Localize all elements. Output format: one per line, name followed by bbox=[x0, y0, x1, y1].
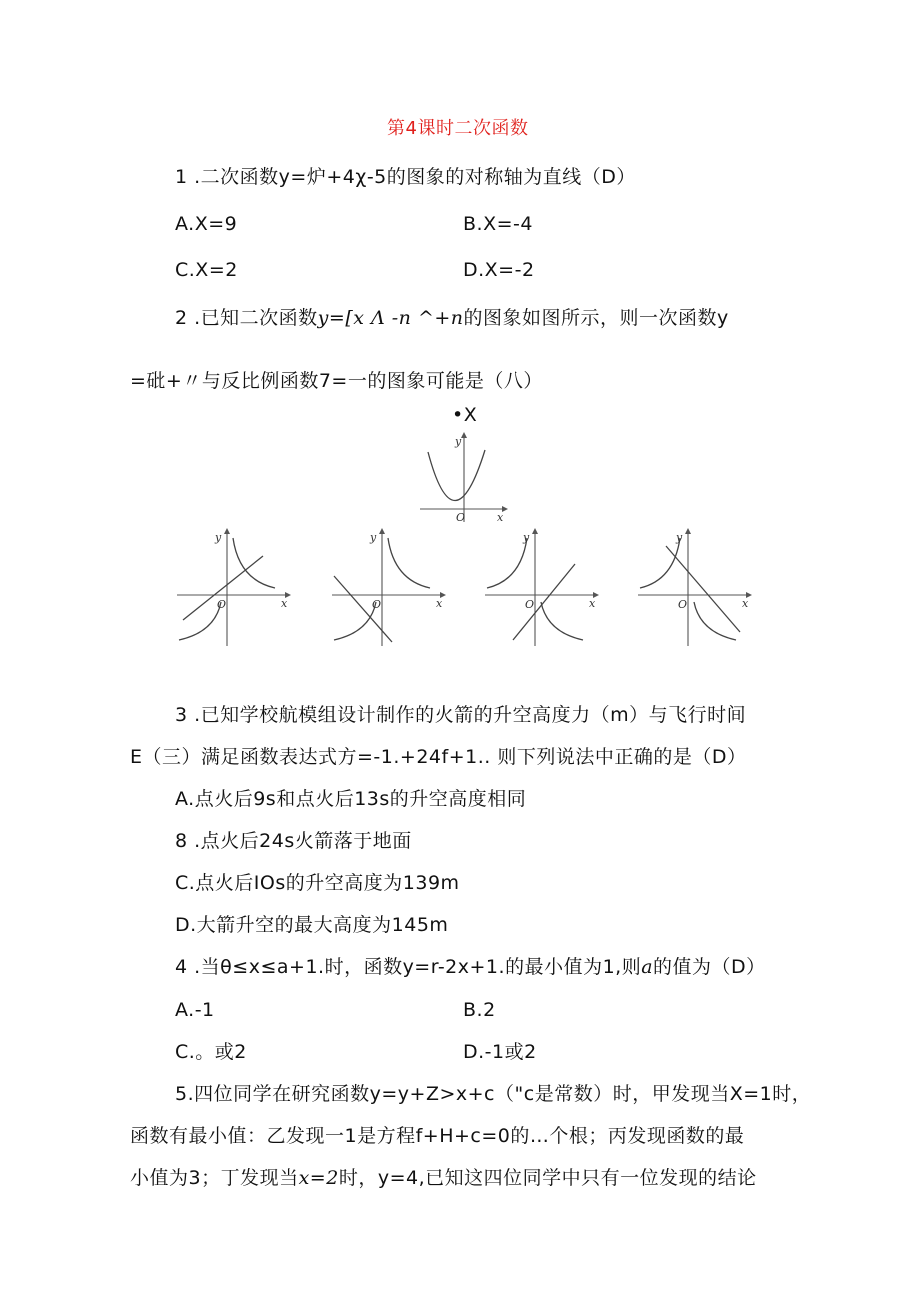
q4-option-d: D.-1或2 bbox=[463, 1041, 537, 1063]
q2-stem-line2: =砒+〃与反比例函数7=一的图象可能是（八） bbox=[130, 370, 543, 392]
parabola-curve bbox=[428, 450, 485, 501]
graph-option-d bbox=[636, 528, 756, 646]
graph-c-x-label: x bbox=[589, 597, 596, 610]
graph-a-x-label: x bbox=[281, 597, 288, 610]
q4-option-a: A.-1 bbox=[175, 999, 215, 1021]
graph-c-line bbox=[513, 564, 575, 640]
q1-option-a: A.X=9 bbox=[175, 213, 238, 235]
q2-stem bbox=[175, 306, 729, 330]
q5-line3-end: 时，y=4,已知这四位同学中只有一位发现的结论 bbox=[338, 1167, 757, 1189]
q3-option-b: 8 .点火后24s火箭落于地面 bbox=[175, 830, 412, 852]
q5-line2: 函数有最小值：乙发现一1是方程f+H+c=0的…个根；丙发现函数的最 bbox=[130, 1125, 745, 1147]
q5-line1: 5.四位同学在研究函数y=y+Z>x+c（"c是常数）时，甲发现当X=1时， bbox=[175, 1083, 812, 1105]
q3-option-c: C.点火后IOs的升空高度为139m bbox=[175, 872, 460, 894]
q3-stem-line2: E（三）满足函数表达式方=-1.+24f+1.. 则下列说法中正确的是（D） bbox=[130, 746, 747, 768]
q4-option-b: B.2 bbox=[463, 999, 496, 1021]
q4-option-c: C.。或2 bbox=[175, 1041, 247, 1063]
graph-d-hyperbola-upper bbox=[640, 538, 680, 588]
page-title: 第4课时二次函数 bbox=[387, 118, 529, 139]
graph-b-origin-label: O bbox=[372, 598, 382, 611]
q1-option-b: B.X=-4 bbox=[463, 213, 533, 235]
q2-stem-start: 2 .已知二次函数 bbox=[175, 307, 318, 329]
graph-d-origin-label: O bbox=[678, 598, 688, 611]
graph-b-y-label: y bbox=[370, 531, 377, 544]
q5-line3-start: 小值为3；丁发现当 bbox=[130, 1167, 299, 1189]
parabola-y-label: y bbox=[455, 435, 462, 448]
q4-stem-end: 的值为（D） bbox=[653, 956, 766, 978]
graph-b-x-label: x bbox=[436, 597, 443, 610]
q4-variable: a bbox=[641, 956, 654, 978]
graph-option-a bbox=[175, 528, 295, 646]
graph-c-hyperbola-lower bbox=[541, 602, 583, 640]
graph-b-line bbox=[334, 576, 392, 642]
graph-c-hyperbola-upper bbox=[487, 538, 527, 588]
q5-line3 bbox=[130, 1166, 757, 1190]
parabola-y-arrow bbox=[461, 432, 467, 438]
q4-stem-start: 4 .当θ≤x≤a+1.时，函数y=r-2x+1.的最小值为1,则 bbox=[175, 956, 642, 978]
graph-d-x-label: x bbox=[742, 597, 749, 610]
q1-option-d: D.X=-2 bbox=[463, 259, 535, 281]
parabola-origin-label: O bbox=[456, 511, 466, 524]
graph-option-b bbox=[330, 528, 450, 646]
graph-d-line bbox=[666, 546, 740, 632]
parabola-x-label: x bbox=[497, 511, 504, 524]
q5-line3-variable: x=2 bbox=[298, 1167, 339, 1189]
q3-option-d: D.大箭升空的最大高度为145m bbox=[175, 914, 449, 936]
graph-a-origin-label: O bbox=[217, 598, 227, 611]
q4-stem bbox=[175, 955, 766, 979]
graph-c-origin-label: O bbox=[525, 598, 535, 611]
graph-d-y-label: y bbox=[676, 531, 683, 544]
graph-option-c bbox=[483, 528, 603, 646]
graph-a-hyperbola-lower bbox=[179, 602, 221, 640]
graph-a-y-label: y bbox=[215, 531, 222, 544]
graph-b-hyperbola-lower bbox=[334, 602, 376, 640]
q1-option-c: C.X=2 bbox=[175, 259, 238, 281]
q2-formula: y=[x Λ -n ^+n bbox=[317, 307, 464, 329]
q2-figure-caption: •X bbox=[452, 404, 478, 426]
q3-stem-line1: 3 .已知学校航模组设计制作的火箭的升空高度力（m）与飞行时间 bbox=[175, 704, 747, 726]
q3-option-a: A.点火后9s和点火后13s的升空高度相同 bbox=[175, 788, 527, 810]
graph-b-hyperbola-upper bbox=[388, 538, 430, 588]
q1-stem: 1 .二次函数y=炉+4χ-5的图象的对称轴为直线（D） bbox=[175, 166, 636, 188]
q2-stem-end: 的图象如图所示，则一次函数y bbox=[463, 307, 729, 329]
parabola-graph bbox=[418, 432, 508, 524]
graph-c-y-label: y bbox=[523, 531, 530, 544]
